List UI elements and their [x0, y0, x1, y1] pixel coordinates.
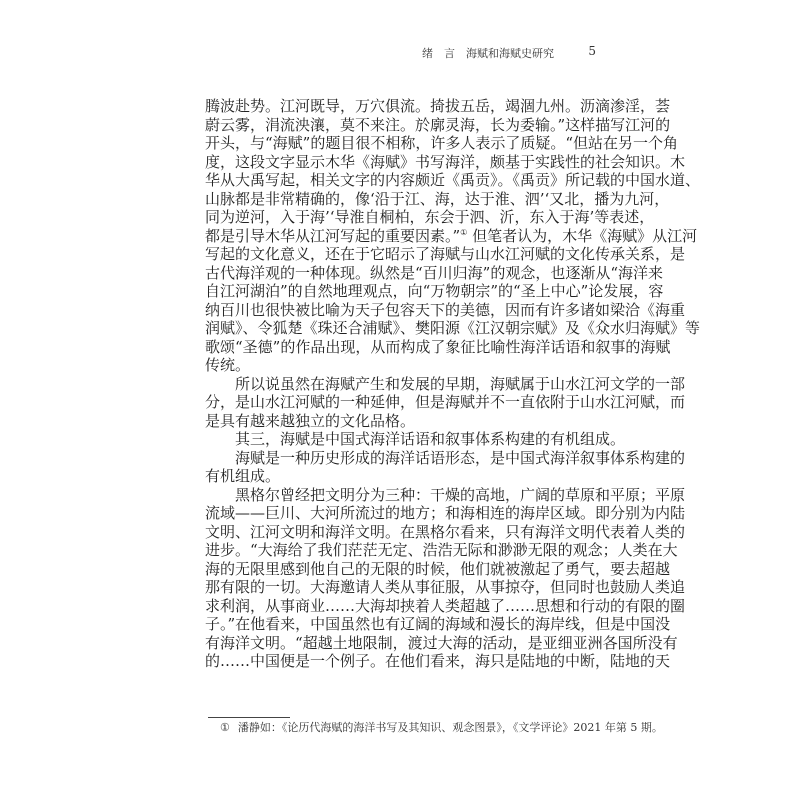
line-text: 润赋》、令狐楚《珠还合浦赋》、樊阳源《江汉朝宗赋》及《众水归海赋》等 — [205, 319, 701, 337]
text-line — [205, 171, 701, 190]
text-line — [205, 97, 671, 116]
line-text: 其三，海赋是中国式海洋话语和叙事体系构建的有机组成。 — [235, 430, 626, 448]
line-text: 度，这段文字显示木华《海赋》书写海洋，颇基于实践性的社会知识。木 — [205, 152, 686, 171]
line-text: 都是引导木华从江河写起的重要因素。” — [205, 226, 461, 245]
line-text: 写起的文化意义，还在于它昭示了海赋与山水江河赋的文化传承关系，是 — [205, 245, 686, 263]
text-line — [205, 652, 671, 671]
text-line — [205, 245, 686, 264]
text-line — [205, 393, 686, 412]
line-text: 海的无限里感到他自己的无限的时候，他们就被激起了勇气，要去超越 — [205, 559, 671, 578]
text-line — [205, 319, 701, 338]
line-text: 传统。 — [205, 356, 251, 374]
line-text: 纳百川也很快被比喻为天子包容天下的美德，因而有许多诸如梁洽《海重 — [205, 300, 686, 319]
text-line — [205, 615, 671, 634]
footnote-reference[interactable]: ① — [460, 227, 468, 237]
text-line — [205, 578, 686, 597]
text-line — [205, 134, 679, 153]
text-line — [205, 430, 626, 449]
text-line — [205, 504, 686, 523]
line-text: 流域——巨川、大河所流过的地方；和海相连的海岸区域。即分别为内陆 — [205, 504, 686, 522]
text-line — [205, 596, 686, 616]
line-text: 进步。“大海给了我们茫茫无定、浩浩无际和渺渺无限的观念；人类在大 — [205, 541, 678, 559]
line-text: 但笔者认为，木华《海赋》从江河 — [467, 226, 698, 245]
line-text: 歌颂“圣德”的作品出现，从而构成了象征比喻性海洋话语和叙事的海赋 — [205, 337, 671, 356]
line-text: 分，是山水江河赋的一种延伸，但是海赋并不一直依附于山水江河赋，而 — [205, 393, 686, 411]
line-text: 华从大禹写起，相关文字的内容颇近《禹贡》。《禹贡》所记载的中国水道、 — [205, 171, 701, 189]
line-text: 所以说虽然在海赋产生和发展的早期，海赋属于山水江河文学的一部 — [235, 374, 686, 393]
page-number: 5 — [588, 44, 596, 58]
line-text: 腾波赴势。江河既导，万穴俱流。掎拔五岳，竭涸九州。沥滴渗淫，荟 — [205, 97, 671, 115]
line-text: 古代海洋观的一种体现。纵然是“百川归海”的观念，也逐渐从“海洋来 — [205, 263, 664, 282]
footnote — [220, 721, 663, 735]
text-line — [205, 226, 698, 246]
line-text: 有机组成。 — [205, 467, 281, 485]
text-line — [205, 633, 678, 653]
line-text: 蔚云雾，涓流泱瀼，莫不来注。於廓灵海，长为委输。”这样描写江河的 — [205, 115, 671, 134]
line-text: 文明、江河文明和海洋文明。在黑格尔看来，只有海洋文明代表着人类的 — [205, 522, 686, 541]
line-text: 同为逆河，入于海’‘导淮自桐柏，东会于泗、沂，东入于海’等表述， — [205, 208, 655, 226]
footnote-mark: ① — [220, 721, 230, 734]
line-text: 的……中国便是一个例子。在他们看来，海只是陆地的中断，陆地的天 — [205, 652, 671, 670]
text-line — [205, 448, 686, 468]
footnote-divider — [208, 717, 290, 718]
line-text: 有海洋文明。“超越土地限制，渡过大海的活动，是亚细亚洲各国所没有 — [205, 633, 678, 652]
text-line — [205, 337, 671, 357]
text-line — [205, 282, 664, 301]
text-line — [205, 208, 655, 227]
line-text: 求利润，从事商业……大海却挟着人类超越了……思想和行动的有限的圈 — [205, 596, 686, 615]
line-text: 那有限的一切。大海邀请人类从事征服，从事掠夺，但同时也鼓励人类追 — [205, 578, 686, 596]
text-line — [205, 467, 598, 486]
line-text: 是具有越来越独立的文化品格。 — [205, 411, 416, 430]
line-text: 自江河湖泊”的自然地理观点，向“万物朝宗”的“圣上中心”论发展，容 — [205, 282, 664, 300]
text-line — [205, 300, 686, 320]
text-line — [205, 263, 664, 283]
text-line — [205, 189, 670, 209]
line-text: 海赋是一种历史形成的海洋话语形态，是中国式海洋叙事体系构建的 — [235, 448, 686, 467]
text-line — [205, 522, 686, 542]
line-text: 开头，与“海赋”的题目很不相称，许多人表示了质疑。“但站在另一个角 — [205, 134, 679, 152]
text-line — [205, 541, 678, 560]
text-line — [205, 115, 671, 135]
text-line — [205, 374, 686, 394]
text-line — [205, 356, 598, 375]
line-text: 山脉都是非常精确的，像‘沿于江、海，达于淮、泗’‘又北，播为九河， — [205, 189, 670, 208]
text-line — [205, 152, 686, 172]
text-line — [205, 485, 686, 505]
body-text — [205, 97, 701, 671]
running-header — [205, 45, 598, 61]
text-line — [205, 412, 598, 431]
line-text: 子。”在他看来，中国虽然也有辽阔的海域和漫长的海岸线，但是中国没 — [205, 615, 671, 633]
text-line — [205, 559, 671, 579]
footnote-text: 潘静如：《论历代海赋的海洋书写及其知识、观念图景》，《文学评论》2021 年第 5 期。 — [237, 721, 663, 734]
chapter-title: 绪 言 海赋和海赋史研究 — [422, 47, 554, 60]
line-text: 黑格尔曾经把文明分为三种：干燥的高地，广阔的草原和平原；平原 — [235, 485, 686, 504]
